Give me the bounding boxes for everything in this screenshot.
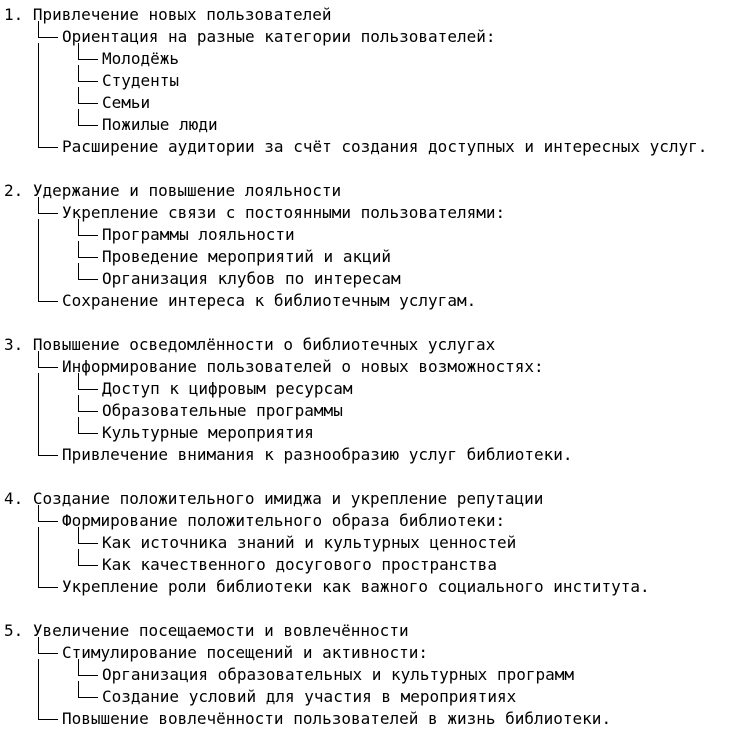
tree-connector bbox=[78, 109, 98, 126]
outline-subitem bbox=[0, 378, 752, 400]
tree-connector bbox=[38, 43, 58, 148]
outline-item bbox=[0, 444, 752, 466]
outline-subitem-text: Студенты bbox=[102, 71, 180, 90]
tree-connector bbox=[78, 659, 98, 676]
tree-connector bbox=[78, 549, 98, 566]
outline-item-text: Формирование положительного образа библиотеки: bbox=[62, 511, 506, 530]
section-title-text: 4. Создание положительного имиджа и укрепление репутации bbox=[4, 489, 544, 508]
outline-subitem-text: Образовательные программы bbox=[102, 401, 343, 420]
outline-item-text: Ориентация на разные категории пользователей: bbox=[62, 27, 496, 46]
tree-connector bbox=[38, 527, 58, 588]
tree-connector bbox=[78, 395, 98, 412]
tree-connector bbox=[38, 659, 58, 720]
section-title-text: 1. Привлечение новых пользователей bbox=[4, 5, 332, 24]
tree-connector bbox=[38, 197, 58, 214]
outline-subitem bbox=[0, 92, 752, 114]
outline-item bbox=[0, 356, 752, 378]
outline-subitem-text: Молодёжь bbox=[102, 49, 180, 68]
tree-connector bbox=[38, 373, 58, 456]
outline-subitem bbox=[0, 400, 752, 422]
outline-item bbox=[0, 510, 752, 532]
blank-line bbox=[0, 466, 752, 488]
blank-line bbox=[0, 158, 752, 180]
tree-connector bbox=[78, 527, 98, 544]
outline-subitem-text: Как источника знаний и культурных ценностей bbox=[102, 533, 517, 552]
outline-subitem-text: Программы лояльности bbox=[102, 225, 295, 244]
tree-connector bbox=[38, 21, 58, 38]
outline-subitem-text: Создание условий для участия в мероприятиях bbox=[102, 687, 517, 706]
section-title bbox=[0, 620, 752, 642]
tree-connector bbox=[38, 637, 58, 654]
outline-item-text: Сохранение интереса к библиотечным услугам. bbox=[62, 291, 477, 310]
outline-subitem bbox=[0, 686, 752, 708]
outline-subitem bbox=[0, 70, 752, 92]
section-title bbox=[0, 4, 752, 26]
outline-subitem bbox=[0, 422, 752, 444]
tree-connector bbox=[78, 219, 98, 236]
tree-connector bbox=[78, 373, 98, 390]
tree-connector bbox=[78, 241, 98, 258]
outline-item-text: Расширение аудитории за счёт создания доступных и интересных услуг. bbox=[62, 137, 708, 156]
outline-item bbox=[0, 202, 752, 224]
outline-item bbox=[0, 576, 752, 598]
section-title bbox=[0, 334, 752, 356]
outline-subitem-text: Проведение мероприятий и акций bbox=[102, 247, 391, 266]
outline-item bbox=[0, 26, 752, 48]
section-title bbox=[0, 180, 752, 202]
outline-subitem-text: Культурные мероприятия bbox=[102, 423, 314, 442]
section-title bbox=[0, 488, 752, 510]
tree-connector bbox=[78, 417, 98, 434]
outline-subitem bbox=[0, 268, 752, 290]
outline-subitem bbox=[0, 554, 752, 576]
outline-subitem-text: Семьи bbox=[102, 93, 151, 112]
tree-connector bbox=[78, 681, 98, 698]
tree-connector bbox=[38, 219, 58, 302]
outline-subitem bbox=[0, 246, 752, 268]
outline-item-text: Повышение вовлечённости пользователей в жизнь библиотеки. bbox=[62, 709, 612, 728]
outline-subitem-text: Организация клубов по интересам bbox=[102, 269, 401, 288]
tree-connector bbox=[78, 65, 98, 82]
outline-item bbox=[0, 708, 752, 730]
outline-subitem bbox=[0, 114, 752, 136]
outline-item-text: Стимулирование посещений и активности: bbox=[62, 643, 429, 662]
outline-subitem bbox=[0, 532, 752, 554]
section-title-text: 2. Удержание и повышение лояльности bbox=[4, 181, 342, 200]
outline-subitem-text: Организация образовательных и культурных программ bbox=[102, 665, 575, 684]
blank-line bbox=[0, 312, 752, 334]
tree-connector bbox=[78, 263, 98, 280]
outline-item bbox=[0, 642, 752, 664]
outline-item-text: Информирование пользователей о новых возможностях: bbox=[62, 357, 544, 376]
section-title-text: 3. Повышение осведомлённости о библиотечных услугах bbox=[4, 335, 496, 354]
tree-connector bbox=[78, 87, 98, 104]
outline-item-text: Укрепление связи с постоянными пользователями: bbox=[62, 203, 506, 222]
tree-connector bbox=[78, 43, 98, 60]
outline-item bbox=[0, 136, 752, 158]
outline-subitem-text: Доступ к цифровым ресурсам bbox=[102, 379, 353, 398]
blank-line bbox=[0, 598, 752, 620]
tree-connector bbox=[38, 351, 58, 368]
outline-item-text: Привлечение внимания к разнообразию услуг библиотеки. bbox=[62, 445, 573, 464]
outline-subitem-text: Как качественного досугового пространства bbox=[102, 555, 497, 574]
outline-item bbox=[0, 290, 752, 312]
tree-connector bbox=[38, 505, 58, 522]
outline-item-text: Укрепление роли библиотеки как важного социального института. bbox=[62, 577, 650, 596]
section-title-text: 5. Увеличение посещаемости и вовлечённости bbox=[4, 621, 409, 640]
outline-subitem bbox=[0, 48, 752, 70]
outline-subitem bbox=[0, 664, 752, 686]
outline-subitem-text: Пожилые люди bbox=[102, 115, 218, 134]
outline-subitem bbox=[0, 224, 752, 246]
